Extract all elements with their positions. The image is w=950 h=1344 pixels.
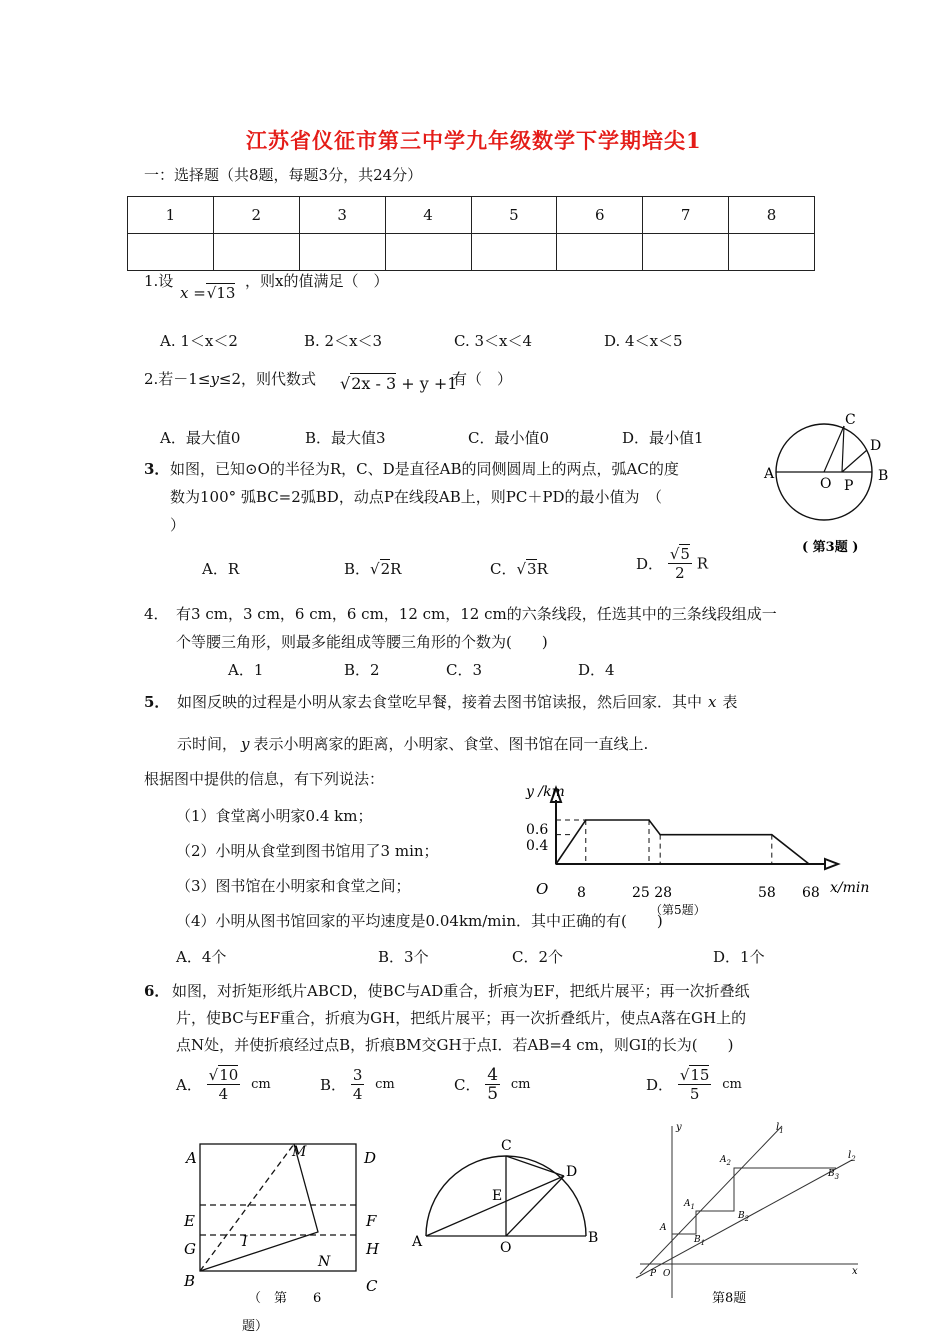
answer-cell[interactable] bbox=[299, 234, 385, 271]
answer-header-cell: 2 bbox=[213, 197, 299, 234]
q1-option-c: C. 3＜x＜4 bbox=[454, 332, 533, 350]
q6-fig-label-h: H bbox=[366, 1240, 380, 1258]
answer-header-cell: 7 bbox=[643, 197, 729, 234]
q6-fig-label-d: D bbox=[364, 1149, 377, 1167]
q3-line2: 数为100° 弧BC=2弧BD，动点P在线段AB上，则PC＋PD的最小值为 （ bbox=[170, 488, 662, 506]
q8-l2-sub: 2 bbox=[851, 1155, 856, 1163]
q5-line2-a: 示时间， bbox=[177, 735, 238, 753]
q4-option-b: B．2 bbox=[344, 661, 380, 679]
q7-fig-label-c: C bbox=[501, 1138, 512, 1154]
q2-option-d: D．最小值1 bbox=[622, 429, 704, 447]
q8-b2-sub: 2 bbox=[744, 1215, 750, 1223]
q1-stem-b: ，则x的值满足（ ） bbox=[245, 272, 389, 290]
answer-header-cell: 6 bbox=[557, 197, 643, 234]
q4-line2: 个等腰三角形，则最多能组成等腰三角形的个数为( ) bbox=[176, 633, 548, 651]
q2-stem bbox=[144, 368, 316, 389]
q3-option-d-label: D． bbox=[636, 555, 664, 573]
q6-fig-caption-b: 题） bbox=[242, 1319, 269, 1334]
q8-fig-caption: 第8题 bbox=[712, 1291, 747, 1306]
q7-figure bbox=[404, 1134, 604, 1258]
q5-graph bbox=[520, 780, 880, 920]
q5-option-a: A．4个 bbox=[176, 948, 227, 966]
q8-fig-label-b2 bbox=[737, 1211, 750, 1223]
answer-cell[interactable] bbox=[557, 234, 643, 271]
q5-line1-end: 表 bbox=[722, 693, 738, 711]
q3-fig-label-b: B bbox=[878, 468, 889, 484]
q3-number: 3． bbox=[144, 460, 170, 478]
q1-expression: x =√13 bbox=[180, 284, 236, 302]
q6-option-c-label: C． bbox=[454, 1076, 481, 1094]
q5-statement-1: （1）食堂离小明家0.4 km； bbox=[176, 807, 373, 825]
q8-l1-text: l bbox=[776, 1122, 780, 1133]
q3-fig-label-p: P bbox=[844, 478, 854, 494]
q2-option-c: C．最小值0 bbox=[468, 429, 550, 447]
q5-statement-3: （3）图书馆在小明家和食堂之间； bbox=[176, 877, 411, 895]
q8-b3-text: B bbox=[828, 1169, 835, 1179]
answer-header-cell: 5 bbox=[471, 197, 557, 234]
q6-option-b bbox=[320, 1066, 395, 1103]
q3-option-c-unit: R bbox=[536, 560, 548, 578]
answer-header-cell: 8 bbox=[729, 197, 815, 234]
answer-cell[interactable] bbox=[128, 234, 214, 271]
q6-option-a-unit: cm bbox=[251, 1077, 271, 1092]
q1-option-d: D. 4＜x＜5 bbox=[604, 332, 683, 350]
q5-option-b: B．3个 bbox=[378, 948, 429, 966]
q5-line3: 根据图中提供的信息，有下列说法： bbox=[144, 770, 385, 788]
q4-option-d: D．4 bbox=[578, 661, 615, 679]
q6-number: 6． bbox=[144, 982, 170, 1000]
q5-graph-ytick: 0.6 bbox=[526, 822, 549, 838]
q5-graph-xtick: 8 bbox=[577, 885, 586, 901]
q8-figure bbox=[630, 1118, 870, 1308]
q6-option-a-numerator: 10 bbox=[219, 1066, 239, 1084]
q3-fig-caption: ( 第3题 ) bbox=[802, 540, 859, 555]
answer-table-blank-row bbox=[128, 234, 815, 271]
q6-option-c-unit: cm bbox=[510, 1077, 531, 1092]
q6-option-a-label: A． bbox=[176, 1076, 202, 1094]
q6-option-d: D． $\frac{√15}{5}$ cm bbox=[646, 1066, 742, 1103]
q8-a1-text: A bbox=[684, 1199, 691, 1209]
q5-graph-xtick: 58 bbox=[758, 885, 776, 901]
q6-fig-label-i: I bbox=[242, 1234, 248, 1250]
q2-radicand: 2x - 3 bbox=[351, 374, 397, 393]
q3-fig-label-o: O bbox=[820, 476, 832, 492]
q3-option-b-label: B． bbox=[344, 560, 371, 578]
q7-fig-label-d: D bbox=[566, 1164, 578, 1180]
answer-header-cell: 1 bbox=[128, 197, 214, 234]
q3-line3: ） bbox=[170, 516, 186, 534]
q8-l1-sub: 1 bbox=[779, 1127, 784, 1135]
q3-option-a: A．R bbox=[202, 560, 240, 578]
q6-option-c bbox=[454, 1066, 530, 1103]
q6-fig-label-n: N bbox=[318, 1254, 331, 1270]
q5-graph-origin: O bbox=[536, 880, 549, 898]
q3-option-b-unit: R bbox=[390, 560, 402, 578]
q5-graph-ylabel: y /km bbox=[526, 784, 565, 800]
q5-var-y: y bbox=[241, 735, 250, 753]
section-heading: 一：选择题（共8题，每题3分，共24分） bbox=[144, 166, 423, 184]
q8-l2-text: l bbox=[848, 1150, 852, 1161]
answer-header-cell: 3 bbox=[299, 197, 385, 234]
q5-option-c: C．2个 bbox=[512, 948, 564, 966]
q6-option-a-denominator: 4 bbox=[218, 1085, 229, 1103]
q3-option-d-numerator: 5 bbox=[680, 545, 690, 563]
q6-option-c-denominator: 5 bbox=[487, 1084, 499, 1104]
q3-fig-label-a: A bbox=[764, 466, 775, 482]
q6-option-b-numerator: 3 bbox=[352, 1066, 363, 1084]
q2-option-a: A．最大值0 bbox=[160, 429, 241, 447]
answer-header-cell: 4 bbox=[385, 197, 471, 234]
q2-option-b: B．最大值3 bbox=[305, 429, 386, 447]
q6-fig-label-c: C bbox=[366, 1277, 378, 1295]
q8-fig-label-a1 bbox=[683, 1199, 695, 1211]
q5-line2 bbox=[177, 733, 648, 754]
q3-fig-label-d: D bbox=[870, 438, 882, 454]
q8-fig-label-b1 bbox=[693, 1235, 705, 1247]
q8-b1-text: B bbox=[694, 1235, 701, 1245]
q2-stem-b: ≤2，则代数式 bbox=[218, 370, 317, 388]
q8-fig-label-a: A bbox=[660, 1223, 667, 1233]
answer-cell[interactable] bbox=[729, 234, 815, 271]
answer-table-header-row bbox=[128, 197, 815, 234]
q6-option-a: A． $\frac{√10}{4}$ cm bbox=[176, 1066, 271, 1103]
q5-statement-4: （4）小明从图书馆回家的平均速度是0.04km/min．其中正确的有( ) bbox=[176, 912, 663, 930]
q6-fig-label-m: M bbox=[292, 1144, 307, 1160]
q3-fig-label-c: C bbox=[845, 412, 856, 428]
q3-figure bbox=[760, 408, 900, 563]
q8-fig-label-y: y bbox=[676, 1122, 682, 1133]
q3-option-c-label: C． bbox=[490, 560, 517, 578]
answer-cell[interactable] bbox=[471, 234, 557, 271]
q5-distance-line bbox=[556, 820, 809, 864]
q6-option-c-numerator: 4 bbox=[487, 1065, 499, 1085]
q5-graph-ytick: 0.4 bbox=[526, 838, 549, 854]
x-axis-arrow-icon bbox=[825, 859, 838, 869]
q6-fig-label-f: F bbox=[366, 1212, 377, 1230]
q8-a1-sub: 1 bbox=[690, 1203, 695, 1211]
q8-b2-text: B bbox=[738, 1211, 745, 1221]
q6-option-d-unit: cm bbox=[722, 1077, 742, 1092]
q1-option-b: B. 2＜x＜3 bbox=[304, 332, 383, 350]
q7-fig-label-b: B bbox=[588, 1230, 599, 1246]
q8-fig-label-l1 bbox=[776, 1122, 784, 1135]
q5-graph-xtick: 68 bbox=[802, 885, 820, 901]
q6-line1: 如图，对折矩形纸片ABCD，使BC与AD重合，折痕为EF，把纸片展平；再一次折叠纸 bbox=[172, 982, 750, 1000]
q6-line3: 点N处，并使折痕经过点B，折痕BM交GH于点I．若AB=4 cm，则GI的长为( ) bbox=[176, 1036, 734, 1054]
q5-statement-2: （2）小明从食堂到图书馆用了3 min； bbox=[176, 842, 439, 860]
q2-stem-c: 有（ ） bbox=[452, 370, 513, 388]
q8-fig-label-o: O bbox=[663, 1269, 671, 1279]
q3-option-c-radicand: 3 bbox=[527, 560, 537, 578]
q2-tail: + y +1 bbox=[401, 374, 458, 393]
q6-fig-caption-a: （ 第 6 bbox=[248, 1291, 322, 1306]
q7-fig-label-e: E bbox=[492, 1188, 503, 1204]
answer-cell[interactable] bbox=[385, 234, 471, 271]
q1-stem-a: 1.设 bbox=[144, 272, 174, 290]
q5-option-d: D．1个 bbox=[713, 948, 765, 966]
q6-option-d-numerator: 15 bbox=[690, 1066, 710, 1084]
q8-fig-label-p: P bbox=[650, 1269, 657, 1279]
q3-option-d-denominator: 2 bbox=[675, 564, 685, 582]
q1-option-a: A. 1＜x＜2 bbox=[160, 332, 238, 350]
q3-option-c: C．√3R bbox=[490, 560, 548, 578]
q5-number: 5． bbox=[144, 693, 170, 711]
q6-option-b-denominator: 4 bbox=[352, 1085, 363, 1103]
q5-graph-caption: （第5题） bbox=[650, 903, 706, 917]
q5-graph-xlabel: x/min bbox=[830, 880, 870, 896]
q5-graph-xtick: 25 28 bbox=[632, 885, 673, 901]
page-title: 江苏省仪征市第三中学九年级数学下学期培尖1 bbox=[246, 128, 702, 153]
answer-cell[interactable] bbox=[213, 234, 299, 271]
q6-line2: 片，使BC与EF重合，折痕为GH，把纸片展平；再一次折叠纸片，使点A落在GH上的 bbox=[176, 1009, 747, 1027]
q2-var: y bbox=[210, 370, 219, 388]
q3-line1: 如图，已知⊙O的半径为R，C、D是直径AB的同侧圆周上的两点，弧AC的度 bbox=[170, 460, 679, 478]
q6-fig-label-b: B bbox=[184, 1272, 196, 1290]
q4-option-a: A．1 bbox=[228, 661, 264, 679]
q7-fig-label-o: O bbox=[500, 1240, 512, 1256]
q6-fig-label-e: E bbox=[184, 1212, 195, 1230]
q8-a2-text: A bbox=[720, 1155, 727, 1165]
q6-fig-label-g: G bbox=[184, 1240, 196, 1258]
q2-stem-a: 2.若－1≤ bbox=[144, 370, 211, 388]
answer-cell[interactable] bbox=[643, 234, 729, 271]
q8-a2-sub: 2 bbox=[726, 1159, 731, 1167]
q4-line1: 4． 有3 cm，3 cm，6 cm，6 cm，12 cm，12 cm的六条线段，任选其中的三条线段组成一 bbox=[144, 605, 777, 623]
q1-radicand: 13 bbox=[216, 284, 236, 302]
q6-option-b-label: B． bbox=[320, 1076, 347, 1094]
answer-table bbox=[127, 196, 815, 271]
q6-option-d-label: D． bbox=[646, 1076, 674, 1094]
q5-line1 bbox=[177, 691, 738, 712]
q7-fig-label-a: A bbox=[412, 1234, 423, 1250]
q5-var-x: x bbox=[708, 693, 717, 711]
q8-b3-sub: 3 bbox=[834, 1173, 840, 1181]
q6-fig-label-a: A bbox=[186, 1149, 197, 1167]
q1-stem bbox=[144, 270, 173, 291]
q2-expression: √2x - 3 + y +1 bbox=[340, 374, 458, 393]
q3-option-d-unit: R bbox=[696, 554, 708, 573]
q8-fig-label-b3 bbox=[827, 1169, 840, 1181]
q5-line1-text: 如图反映的过程是小明从家去食堂吃早餐，接着去图书馆读报，然后回家．其中 bbox=[177, 693, 703, 711]
q1-expr: x = bbox=[180, 284, 206, 302]
q6-option-d-denominator: 5 bbox=[689, 1085, 700, 1103]
q8-fig-label-x: x bbox=[852, 1266, 858, 1277]
q3-option-d: D． $\frac{√5}{2}$ R bbox=[636, 545, 708, 582]
q6-option-b-unit: cm bbox=[375, 1077, 395, 1092]
q3-option-b-radicand: 2 bbox=[380, 560, 391, 578]
q8-b1-sub: 1 bbox=[700, 1239, 706, 1247]
q6-figure bbox=[178, 1136, 388, 1344]
q8-fig-label-a2 bbox=[719, 1155, 732, 1167]
q4-option-c: C．3 bbox=[446, 661, 483, 679]
q5-line2-b: 表示小明离家的距离，小明家、食堂、图书馆在同一直线上. bbox=[253, 735, 649, 753]
q3-option-b: B．√2R bbox=[344, 560, 402, 578]
